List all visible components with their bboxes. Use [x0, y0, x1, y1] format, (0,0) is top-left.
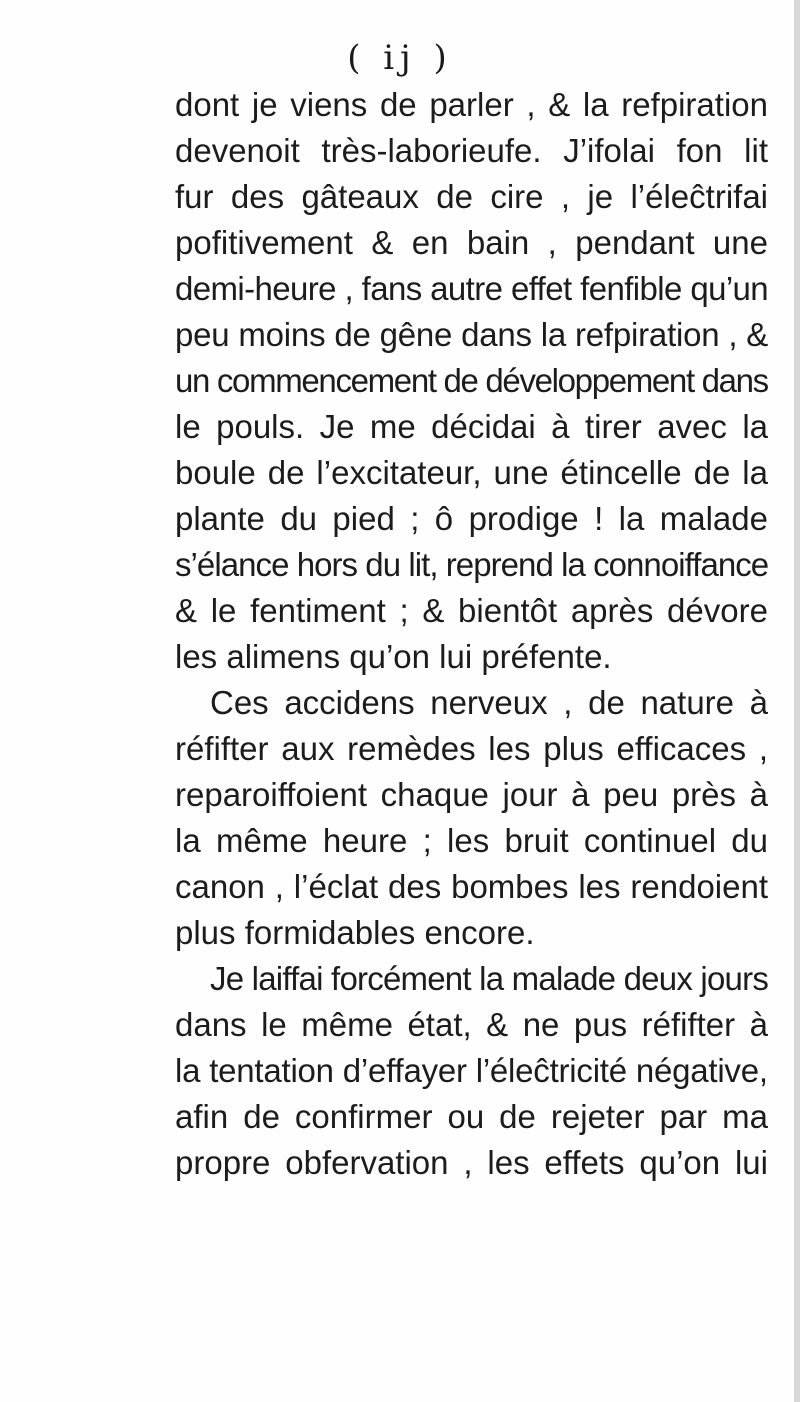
text-line: un commencement de développement dans: [175, 362, 768, 399]
text-line: fur des gâteaux de cire , je l’éleĉtrifai: [175, 178, 769, 215]
text-line: reparoiffoient chaque jour à peu près à: [175, 776, 768, 813]
text-line: & le fentiment ; & bientôt après dévore: [175, 592, 768, 629]
text-line: dans le même état, & ne pus réfifter à: [175, 1006, 769, 1043]
text-line: dont je viens de parler , & la refpiration: [175, 86, 768, 123]
page-edge: [794, 0, 800, 1402]
text-line: s’élance hors du lit, reprend la connoiffance: [175, 546, 769, 583]
text-line: pofitivement & en bain , pendant une: [175, 224, 768, 261]
text-line: Je laiffai forcément la malade deux jours: [210, 960, 769, 997]
text-line: réfifter aux remèdes les plus efficaces ,: [175, 730, 769, 767]
text-line: plante du pied ; ô prodige ! la malade: [175, 500, 768, 537]
text-line: plus formidables encore.: [175, 914, 535, 951]
text-line: boule de l’excitateur, une étincelle de la: [175, 454, 768, 491]
text-line: afin de confirmer ou de rejeter par ma: [175, 1098, 768, 1135]
text-line: la tentation d’effayer l’éleĉtricité négative,: [175, 1052, 768, 1089]
text-line: la même heure ; les bruit continuel du: [175, 822, 769, 859]
text-line: les alimens qu’on lui préfente.: [175, 638, 612, 675]
text-line: le pouls. Je me décidai à tirer avec la: [175, 408, 769, 445]
text-line: demi-heure , fans autre effet fenfible qu’un: [175, 270, 769, 307]
text-line: Ces accidens nerveux , de nature à: [210, 684, 769, 721]
text-line: peu moins de gêne dans la refpiration , &: [175, 316, 769, 353]
text-line: devenoit très-laborieufe. J’ifolai fon lit: [175, 132, 768, 169]
page-number: ( ij ): [347, 38, 453, 78]
text-line: propre obfervation , les effets qu’on lui: [175, 1144, 768, 1181]
text-line: canon , l’éclat des bombes les rendoient: [175, 868, 768, 905]
